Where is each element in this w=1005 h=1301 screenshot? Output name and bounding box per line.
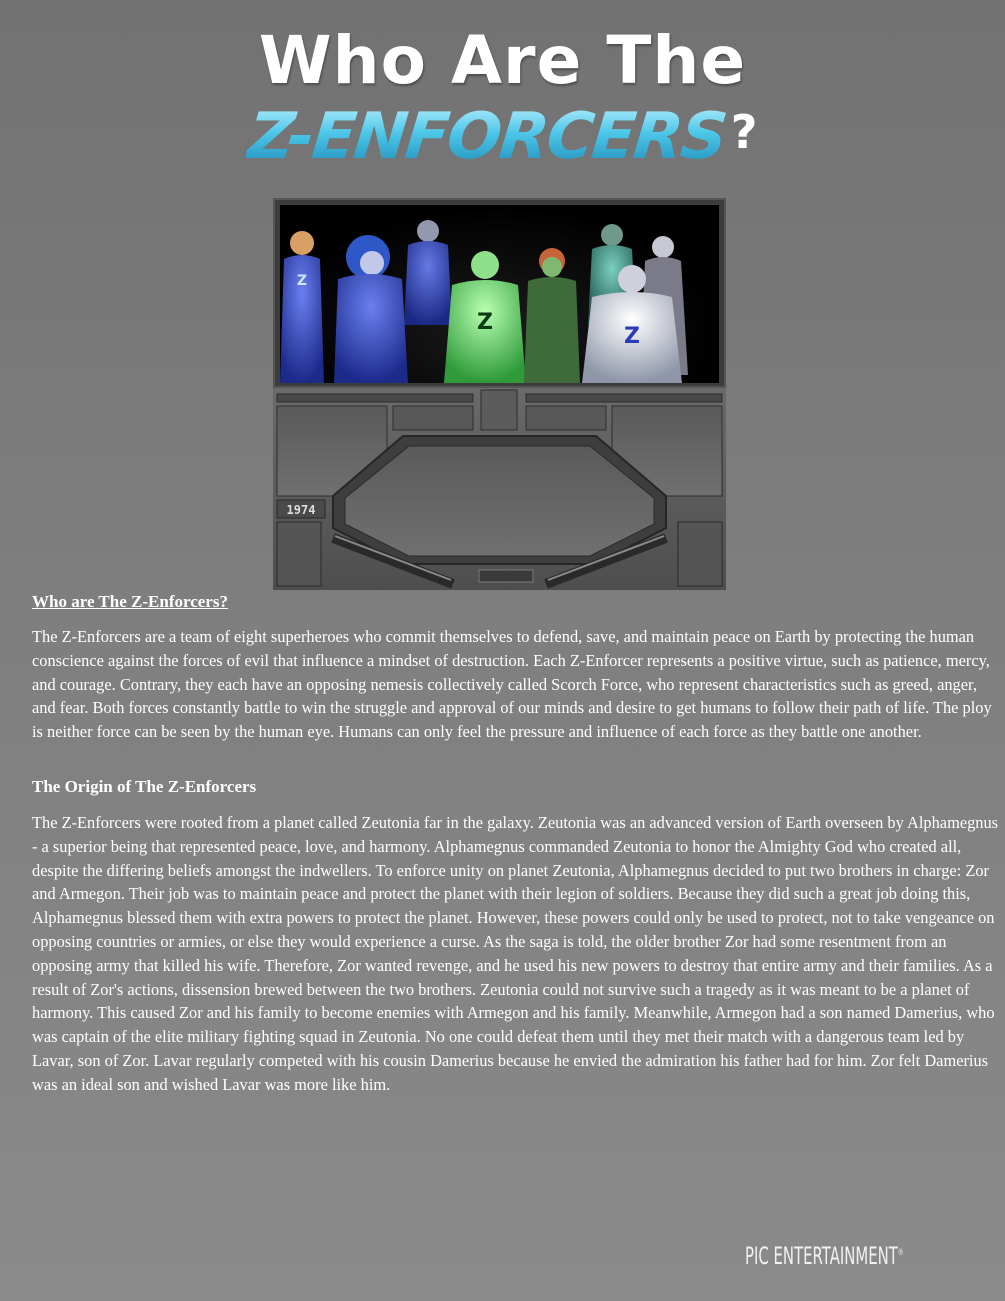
hero-screen: [273, 198, 726, 388]
team-group-illustration: [280, 205, 719, 383]
figure-back-left: [404, 220, 452, 325]
figure-left-woman: [280, 231, 324, 383]
figure-red-hair: [524, 248, 580, 383]
title-question-mark: ?: [730, 105, 758, 159]
figure-blue-hair: [334, 235, 408, 383]
title-line-1: Who Are The: [258, 22, 747, 99]
svg-text:Z: Z: [477, 310, 493, 335]
section-body-who: The Z-Enforcers are a team of eight superheroes who commit themselves to defend, save, and maintain peace on Earth by protecting the human conscience against the forces of evil that influence a mindset of destruction. Each Z-Enforcer represents a positive virtue, such as patience, mercy, and courage. Contrary, they each have an opposing nemesis collectively called Scorch Force, who represent characteristics such as greed, anger, and fear. Both forces constantly battle to win the struggle and approval of our minds and desire to get humans to follow their path of life. The ploy is neither force can be seen by the human eye. Humans can only feel the pressure and influence of each force as they battle one another.: [32, 627, 992, 742]
svg-text:Z: Z: [624, 324, 640, 349]
figure-green-hero: [444, 251, 526, 383]
z-enforcers-logo-text: Z-ENFORCERS: [243, 100, 729, 174]
section-heading-origin: The Origin of The Z-Enforcers: [32, 777, 257, 796]
section-heading-who: Who are The Z-Enforcers?: [32, 592, 228, 611]
brand-registered-mark: ®: [897, 1248, 904, 1258]
brand-name: PIC ENTERTAINMENT: [745, 1242, 898, 1270]
title-line-2: [0, 100, 1005, 174]
hero-image: [273, 198, 726, 590]
team-figures-svg: [280, 205, 719, 383]
console-number: 1974: [286, 503, 316, 517]
control-console-illustration: [273, 388, 726, 590]
brand-logo: [745, 1242, 903, 1270]
section-body-origin: The Z-Enforcers were rooted from a planet called Zeutonia far in the galaxy. Zeutonia was an advanced version of Earth overseen by Alphamegnus - a superior being that represented peace, love, and harmony. Alphamegnus commanded Zeutonia to honor the Almighty God who created all, despite the differing beliefs amongst the indwellers. To enforce unity on planet Zeutonia, Alphamegnus decided to put two brothers in charge: Zor and Armegon. Their job was to maintain peace and protect the planet with their legion of soldiers. Because they did such a great job doing this, Alphamegnus blessed them with extra powers to protect the planet. However, these powers could only be used to protect, not to take vengeance on opposing countries or armies, or else they would experience a curse. As the saga is told, the older brother Zor had some resentment from an opposing army that killed his wife. Therefore, Zor wanted revenge, and he used his new powers to destroy that entire army and their families. As a result of Zor's actions, dissension brewed between the two brothers. Zeutonia could not survive such a tragedy as it was meant to be a planet of harmony. This caused Zor and his family to become enemies with Armegon and his family. Meanwhile, Armegon had a son named Damerius, who was captain of the elite military fighting squad in Zeutonia. No one could defeat them until they met their match with a dangerous team led by Lavar, son of Zor. Lavar regularly competed with his cousin Damerius because he envied the admiration his father had for him. Zor felt Damerius was an ideal son and wished Lavar was more like him.: [32, 813, 999, 1094]
svg-text:Z: Z: [296, 273, 308, 289]
